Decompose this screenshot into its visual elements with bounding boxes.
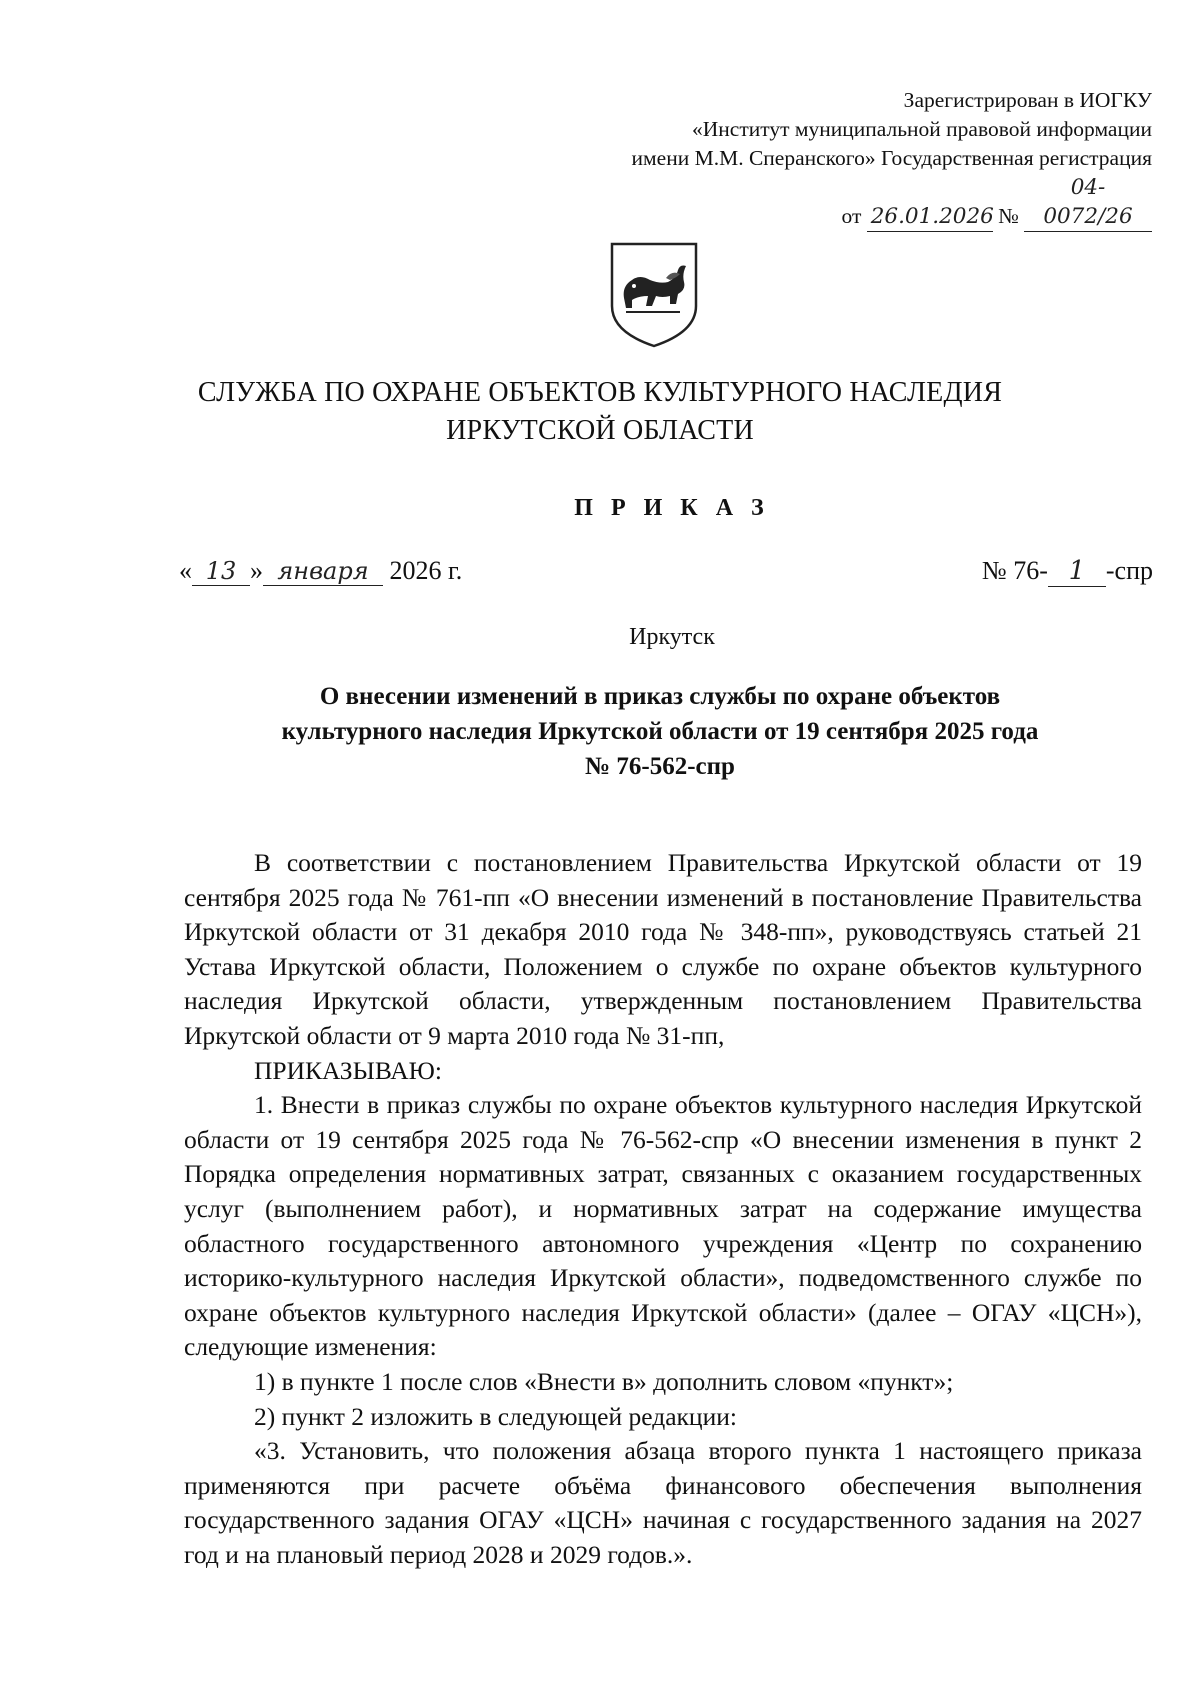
order-number xyxy=(982,556,1153,587)
order-date xyxy=(179,556,462,586)
order-number-suffix: -спр xyxy=(1105,556,1153,585)
registration-date: 26.01.2026 xyxy=(867,202,993,232)
registration-line-3: имени М.М. Сперанского» Государственная регистрация xyxy=(631,146,1152,170)
registration-date-prefix: от xyxy=(841,204,862,228)
order-heading xyxy=(180,679,1140,784)
new-clause-text: «3. Установить, что положения абзаца второго пункта 1 настоящего приказа применяются при расчете объёма финансового обеспечения выполнения государственного задания ОГАУ «ЦСН» начиная с государственного задания на 2027 год и на плановый период 2028 и 2029 годов.». xyxy=(184,1436,1142,1569)
registration-line-4 xyxy=(512,173,1152,232)
date-year: 2026 г. xyxy=(389,556,463,585)
order-heading-line-3: № 76-562-спр xyxy=(585,753,735,780)
agency-name-line-1: СЛУЖБА ПО ОХРАНЕ ОБЪЕКТОВ КУЛЬТУРНОГО НАСЛЕДИЯ xyxy=(197,377,1003,408)
document-type: П Р И К А З xyxy=(574,495,770,521)
subclause-1: 1) в пункте 1 после слов «Внести в» дополнить словом «пункт»; xyxy=(254,1366,954,1396)
agency-name-line-2: ИРКУТСКОЙ ОБЛАСТИ xyxy=(446,415,754,446)
order-heading-line-2: культурного наследия Иркутской области от 19 сентября 2025 года xyxy=(281,718,1039,745)
clause-1: 1. Внести в приказ службы по охране объектов культурного наследия Иркутской области от 19 сентября 2025 года № 76-562-спр «О внесении изменения в пункт 2 Порядка определения нормативных затрат, связанных с оказанием государственных услуг (выполнением работ), и нормативных затрат на содержание имущества областного государственного автономного учреждения «Центр по сохранению историко-культурного наследия Иркутской области», подведомственного службе по охране объектов культурного наследия Иркутской области» (далее – ОГАУ «ЦСН»), следующие изменения: xyxy=(184,1090,1142,1362)
order-directive: ПРИКАЗЫВАЮ: xyxy=(254,1055,442,1085)
registration-number: 04-0072/26 xyxy=(1024,173,1152,232)
registration-stamp xyxy=(512,86,1152,232)
order-number-prefix: № 76- xyxy=(981,556,1048,585)
registration-line-1: Зарегистрирован в ИОГКУ xyxy=(903,88,1152,112)
registration-line-2: «Институт муниципальной правовой информации xyxy=(692,117,1152,141)
date-day: 13 xyxy=(192,557,250,586)
date-month: января xyxy=(263,557,383,586)
subclause-2: 2) пункт 2 изложить в следующей редакции: xyxy=(254,1401,737,1431)
order-heading-line-1: О внесении изменений в приказ службы по охране объектов xyxy=(319,683,1001,710)
agency-name xyxy=(80,374,1120,450)
order-number-handwritten: 1 xyxy=(1048,556,1106,587)
city: Иркутск xyxy=(629,624,715,650)
registration-number-prefix: № xyxy=(998,204,1019,228)
order-body xyxy=(184,846,1142,1572)
date-close-quote: » xyxy=(250,556,263,585)
preamble-paragraph: В соответствии с постановлением Правительства Иркутской области от 19 сентября 2025 года № 761-пп «О внесении изменений в постановление Правительства Иркутской области от 31 декабря 2010 года № 348-пп», руководствуясь статьей 21 Устава Иркутской области, Положением о службе по охране объектов культурного наследия Иркутской области, утвержденным постановлением Правительства Иркутской области от 9 марта 2010 года № 31-пп, xyxy=(184,848,1142,1050)
date-open-quote: « xyxy=(179,556,192,585)
irkutsk-coat-of-arms-icon xyxy=(606,240,702,350)
